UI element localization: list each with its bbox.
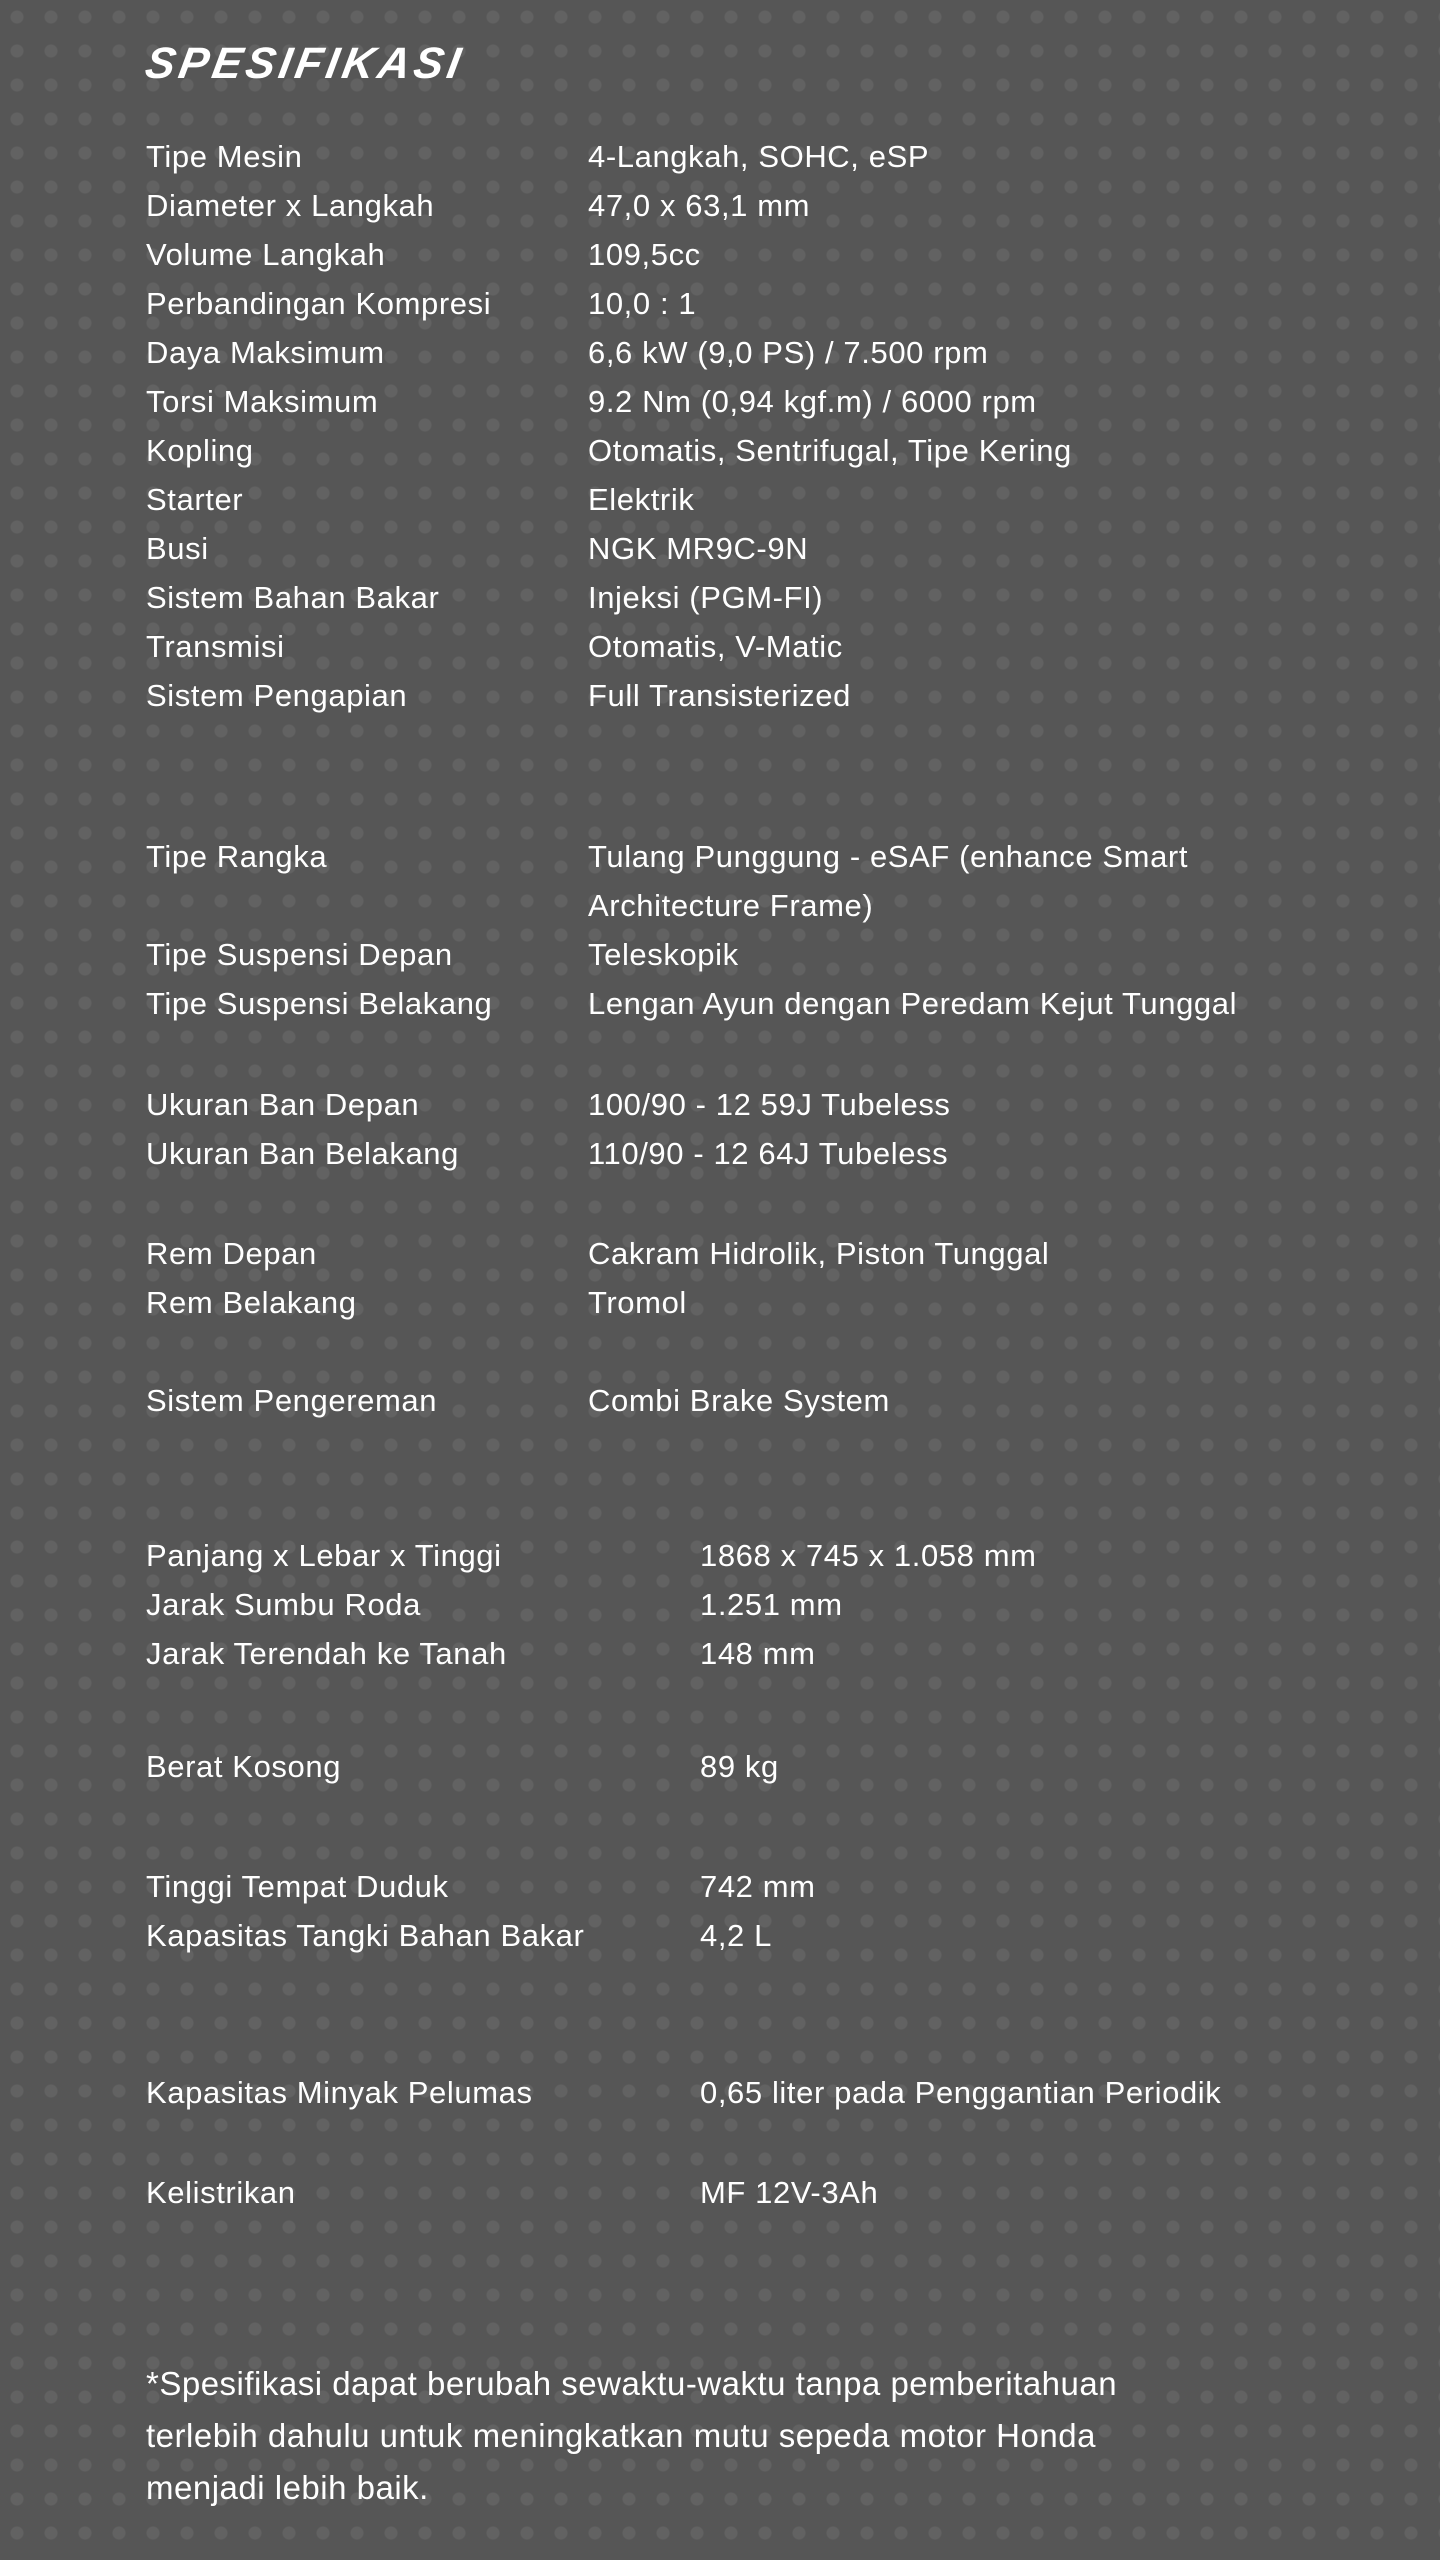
- spec-value: Otomatis, Sentrifugal, Tipe Kering: [588, 433, 1072, 468]
- spec-label: Diameter x Langkah: [146, 188, 435, 223]
- footnote-line: menjadi lebih baik.: [146, 2469, 429, 2506]
- footnote-line: terlebih dahulu untuk meningkatkan mutu sepeda motor Honda: [146, 2417, 1096, 2454]
- spec-label: Daya Maksimum: [146, 335, 385, 370]
- spec-value: 1.251 mm: [700, 1587, 843, 1622]
- spec-label: Tipe Suspensi Depan: [146, 937, 453, 972]
- spec-value: 4-Langkah, SOHC, eSP: [588, 139, 930, 174]
- spec-value: Otomatis, V-Matic: [588, 629, 843, 664]
- spec-value: 148 mm: [700, 1636, 816, 1671]
- spec-label: Tipe Rangka: [146, 839, 328, 874]
- spec-value: 89 kg: [700, 1749, 779, 1784]
- spec-label: Busi: [146, 531, 209, 566]
- spec-label: Sistem Bahan Bakar: [146, 580, 440, 615]
- spec-value: Lengan Ayun dengan Peredam Kejut Tunggal: [588, 986, 1238, 1021]
- spec-label: Kapasitas Minyak Pelumas: [146, 2075, 533, 2110]
- spec-value: Teleskopik: [588, 937, 739, 972]
- page-title: SPESIFIKASI: [141, 39, 469, 88]
- spec-value: 100/90 - 12 59J Tubeless: [588, 1087, 951, 1122]
- spec-value: 1868 x 745 x 1.058 mm: [700, 1538, 1037, 1573]
- spec-label: Kelistrikan: [146, 2175, 296, 2210]
- spec-label: Volume Langkah: [146, 237, 386, 272]
- spec-label: Jarak Sumbu Roda: [146, 1587, 421, 1622]
- spec-label: Sistem Pengapian: [146, 678, 408, 713]
- spec-label: Tinggi Tempat Duduk: [146, 1869, 449, 1904]
- spec-label: Panjang x Lebar x Tinggi: [146, 1538, 502, 1573]
- spec-value: 109,5cc: [588, 237, 701, 272]
- spec-value: 47,0 x 63,1 mm: [588, 188, 811, 223]
- spec-value: Cakram Hidrolik, Piston Tunggal: [588, 1236, 1050, 1271]
- spec-label: Tipe Suspensi Belakang: [146, 986, 493, 1021]
- spec-label: Perbandingan Kompresi: [146, 286, 492, 321]
- spec-label: Tipe Mesin: [146, 139, 303, 174]
- spec-value: Injeksi (PGM-FI): [588, 580, 824, 615]
- spec-value: Full Transisterized: [588, 678, 851, 713]
- spec-label: Kapasitas Tangki Bahan Bakar: [146, 1918, 585, 1953]
- spec-value: 10,0 : 1: [588, 286, 697, 321]
- spec-label: Jarak Terendah ke Tanah: [146, 1636, 507, 1671]
- spec-label: Sistem Pengereman: [146, 1383, 438, 1418]
- spec-label: Berat Kosong: [146, 1749, 342, 1784]
- spec-label: Ukuran Ban Depan: [146, 1087, 420, 1122]
- spec-value: Elektrik: [588, 482, 695, 517]
- spec-value: Tulang Punggung - eSAF (enhance Smart: [588, 839, 1189, 874]
- spec-label: Torsi Maksimum: [146, 384, 379, 419]
- footnote-line: *Spesifikasi dapat berubah sewaktu-waktu tanpa pemberitahuan: [146, 2365, 1118, 2402]
- spec-value: Combi Brake System: [588, 1383, 890, 1418]
- spec-value: Tromol: [588, 1285, 687, 1320]
- spec-label: Starter: [146, 482, 244, 517]
- spec-value: 4,2 L: [700, 1918, 772, 1953]
- spec-value: 9.2 Nm (0,94 kgf.m) / 6000 rpm: [588, 384, 1037, 419]
- spec-label: Kopling: [146, 433, 254, 468]
- spec-label: Ukuran Ban Belakang: [146, 1136, 459, 1171]
- spec-label: Transmisi: [146, 629, 285, 664]
- spec-value: 110/90 - 12 64J Tubeless: [588, 1136, 949, 1171]
- spec-value: 6,6 kW (9,0 PS) / 7.500 rpm: [588, 335, 989, 370]
- spec-value: 742 mm: [700, 1869, 816, 1904]
- spec-value-continued: Architecture Frame): [588, 888, 874, 923]
- spec-label: Rem Depan: [146, 1236, 317, 1271]
- spec-value: NGK MR9C-9N: [588, 531, 809, 566]
- spec-value: MF 12V-3Ah: [700, 2175, 879, 2210]
- spec-value: 0,65 liter pada Penggantian Periodik: [700, 2075, 1222, 2110]
- disclaimer-footnote: [146, 2358, 1346, 2514]
- spec-label: Rem Belakang: [146, 1285, 357, 1320]
